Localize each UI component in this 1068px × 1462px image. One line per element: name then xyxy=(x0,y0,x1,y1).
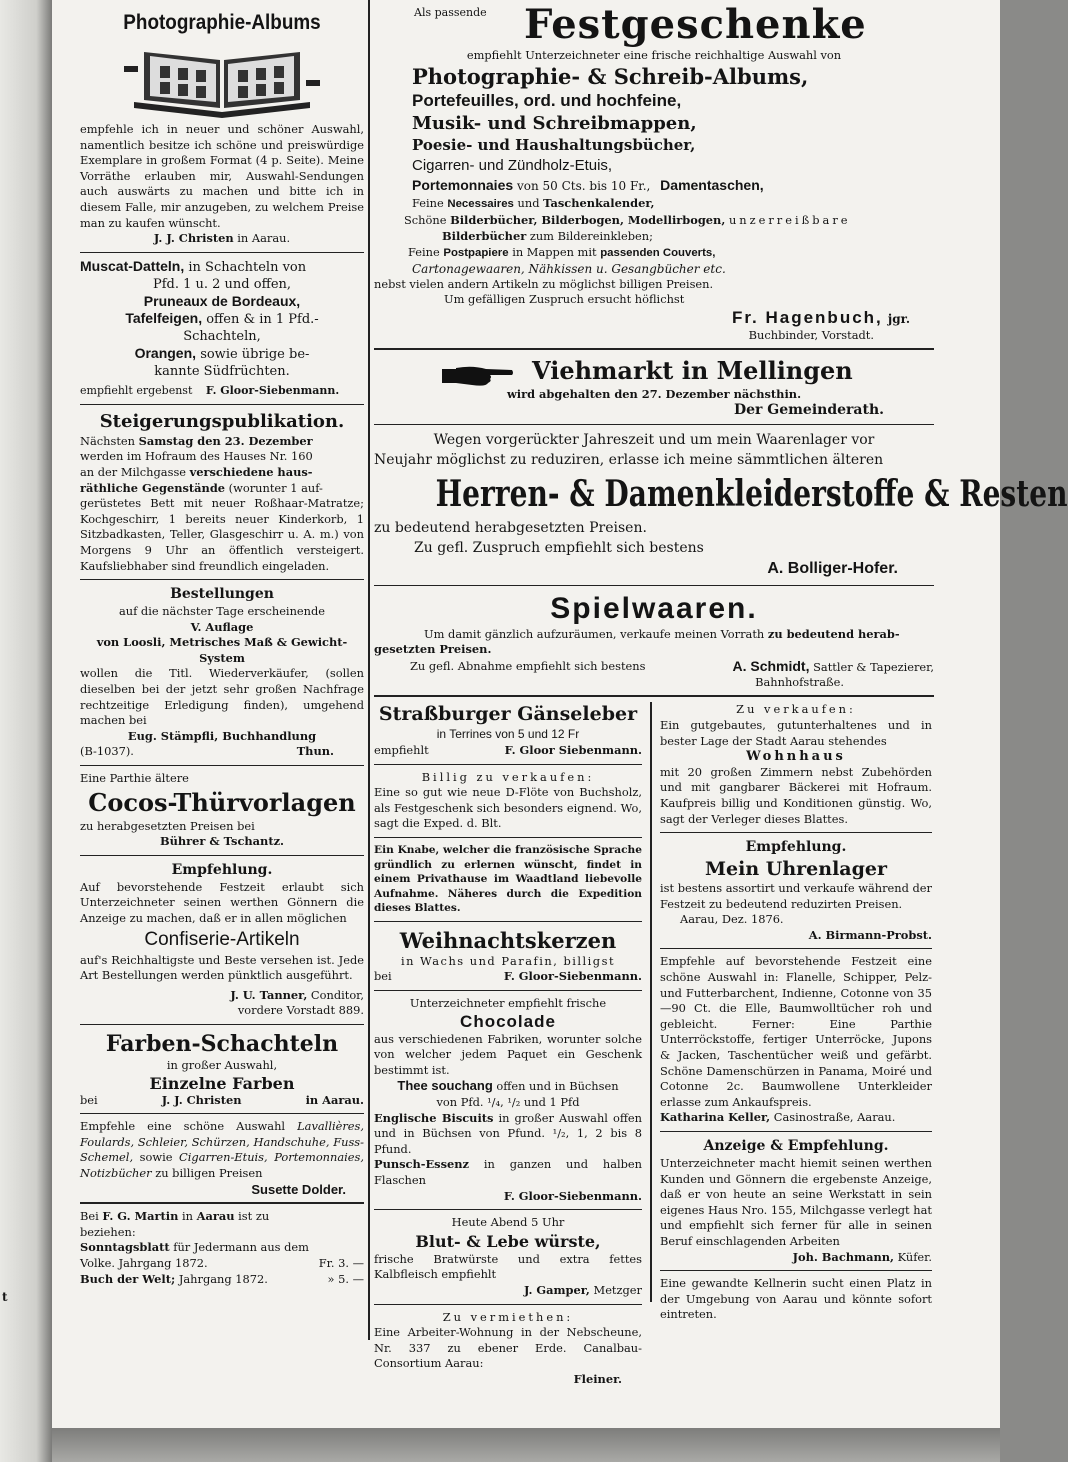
signature-name: J. U. Tanner, xyxy=(230,987,308,1002)
text: Ein gutgebautes, gutunterhaltenes und in bester Lage der Stadt Aarau stehendes xyxy=(660,717,932,748)
signature-address: vordere Vorstadt 889. xyxy=(237,1003,364,1018)
signature-name: Fleiner. xyxy=(573,1371,622,1386)
signature-name: A. Birmann-Probst. xyxy=(808,927,932,942)
date-text: Aarau, Dez. 1876. xyxy=(680,912,784,927)
emphasis: V. Auflage xyxy=(190,619,254,634)
text: in Mappen mit xyxy=(512,244,597,259)
ad-susette-dolder xyxy=(80,1119,364,1197)
text: Zu gefl. Abnahme empfiehlt sich bestens xyxy=(410,658,646,673)
text: Empfehle eine schöne Auswahl xyxy=(80,1119,286,1134)
text: in Wachs und Parafin, billigst xyxy=(400,953,616,968)
text: in großer Auswahl, xyxy=(166,1057,278,1072)
text: beziehen: xyxy=(80,1224,136,1239)
ad-title: Anzeige & Empfehlung. xyxy=(703,1138,889,1154)
divider xyxy=(374,424,934,425)
text: Unterzeichneter empfiehlt frische xyxy=(409,996,607,1011)
pointing-hand-icon xyxy=(442,363,514,389)
text: zum Bildereinkleben; xyxy=(529,228,653,243)
divider xyxy=(80,1113,364,1114)
text: Eine Arbeiter-Wohnung in der Nebscheune, Nr. 337 zu ebener Erde. Canalbau-Consortium Aarau: xyxy=(374,1325,642,1371)
ad-martin xyxy=(80,1209,364,1287)
ad-title: Steigerungspublikation. xyxy=(99,410,345,432)
ad-steigerungspublikation xyxy=(80,410,364,574)
signature-name: A. Schmidt, xyxy=(732,657,810,674)
product-name: Postpapiere xyxy=(443,246,509,259)
newspaper-page xyxy=(52,0,1068,1428)
product-list: Cigarren-Etuis, Portemonnaies, Notizbücher xyxy=(80,1150,364,1180)
divider xyxy=(374,585,934,586)
text: wollen die Titl. Wiederverkäufer, (sollen dieselben bei der jetzt sehr großen Nachfrage rechtzeitige Erledigung finden), umgehend machen bei xyxy=(80,666,364,728)
signature-place: in Aarau. xyxy=(237,231,291,246)
text: und xyxy=(517,195,540,210)
divider xyxy=(374,990,642,991)
product-line: Poesie- und Haushaltungsbücher, xyxy=(412,135,696,154)
product-name: Bilderbücher, Bilderbogen, Modellirbogen, xyxy=(450,212,726,227)
signature-place: in Aarau. xyxy=(305,1092,364,1107)
signature-role: Conditor, xyxy=(310,987,364,1002)
text: frische Bratwürste und extra fettes Kalbfleisch empfiehlt xyxy=(374,1251,642,1282)
product-detail: Pfd. 1 u. 2 und offen, xyxy=(152,276,292,292)
product-detail: in Schachteln von xyxy=(188,259,307,275)
text: mit 20 großen Zimmern nebst Zubehörden und mit gangbarer Bäckerei mit Hofraum. Kaufpreis billig und Konditionen günstig. Wo, sagt der Verleger dieses Blattes. xyxy=(660,764,932,826)
column-rule xyxy=(368,0,370,1340)
product-line: Cartonagewaaren, Nähkissen u. Gesangbücher etc. xyxy=(412,261,726,276)
divider xyxy=(660,948,932,949)
emphasis: System xyxy=(199,650,245,665)
signature-name: Bührer & Tschantz. xyxy=(159,834,285,849)
divider xyxy=(374,921,642,922)
page-fold-shadow xyxy=(0,0,52,1462)
text: Heute Abend 5 Uhr xyxy=(451,1215,565,1230)
divider xyxy=(80,855,364,856)
divider xyxy=(80,1024,364,1025)
lower-columns xyxy=(374,702,934,1386)
product-name: Punsch-Essenz xyxy=(374,1157,469,1172)
text: (worunter 1 auf- xyxy=(228,480,323,495)
divider xyxy=(80,404,364,405)
ad-festgeschenke xyxy=(374,0,934,343)
divider xyxy=(660,832,932,833)
text: von Pfd. ¹/₄, ¹/₂ und 1 Pfd xyxy=(436,1095,580,1110)
text: auf's Reichhaltigste und Beste versehen ist. Jede Art Bestellungen werden pünktlich ausgeführt. xyxy=(80,952,364,983)
text: werden im Hofraum des Hauses Nr. 160 xyxy=(80,449,313,464)
book-title: Sonntagsblatt xyxy=(80,1240,170,1255)
product-detail: sowie übrige be- xyxy=(200,346,310,362)
ad-title: Bestellungen xyxy=(170,586,274,603)
text: Wegen vorgerückter Jahreszeit und um mein Waarenlager vor xyxy=(433,431,875,448)
text: aus verschiedenen Fabriken, worunter solche von welcher jedem Paquet ein Geschenk bestimmt ist. xyxy=(374,1031,642,1077)
ad-title: Festgeschenke xyxy=(524,1,867,48)
far-right-column xyxy=(660,702,932,1323)
text: Bei xyxy=(80,1209,99,1224)
book-title: Buch der Welt; xyxy=(80,1271,176,1286)
text: sowie xyxy=(139,1150,173,1165)
text: Nächsten xyxy=(80,433,135,448)
price: Fr. 3. — xyxy=(318,1255,364,1270)
text: in xyxy=(182,1209,193,1224)
text: zu billigen Preisen xyxy=(155,1165,263,1180)
divider xyxy=(80,252,364,253)
signature-role: Küfer. xyxy=(897,1249,932,1264)
signature-name: Joh. Bachmann, xyxy=(792,1249,894,1264)
ad-subtitle: Einzelne Farben xyxy=(149,1073,295,1093)
text: Eine Parthie ältere xyxy=(80,771,189,786)
text: bei xyxy=(80,1092,98,1107)
signature-suffix: jgr. xyxy=(887,311,910,326)
text: wird abgehalten den 27. Dezember nächsthin. xyxy=(506,387,802,402)
signature-prefix: empfiehlt ergebenst xyxy=(80,383,193,397)
product-detail: kannte Südfrüchten. xyxy=(154,363,290,379)
text: Empfehle auf bevorstehende Festzeit eine schöne Auswahl in: Flanelle, Schipper, Pelz- und Futterbarchent, Indienne, Cotonne von 35—90 Ct. die Elle, Baumwolltücher roh und gebleicht. Ferner: Eine Parthie Unterröckstoffe, fertiger Unterröcke, Jupons & Jacken, Taschentücher weiß und gefärbt. Schöne Damenschürzen in Panama, Moiré und Cotonne 2c. Baumwollene Unterkleider erlasse zum Ankaufspreis. xyxy=(660,954,932,1109)
text: in ganzen und halben Flaschen xyxy=(374,1157,642,1187)
signature-place: Thun. xyxy=(296,744,334,759)
signature-role: Buchbinder, Vorstadt. xyxy=(748,327,874,342)
product-name: Bilderbücher xyxy=(442,228,527,243)
ad-farben-schachteln xyxy=(80,1030,364,1108)
text: empfiehlt xyxy=(374,742,429,757)
product-name: Thee souchang xyxy=(397,1078,493,1094)
divider xyxy=(374,837,642,838)
ad-title: Empfehlung. xyxy=(171,861,273,878)
ad-title: Viehmarkt in Mellingen xyxy=(532,356,853,386)
column-rule xyxy=(650,702,652,1302)
signature-name: J. J. Christen xyxy=(161,1092,242,1107)
text: offen und in Büchsen xyxy=(496,1079,619,1094)
divider xyxy=(660,1270,932,1271)
emphasis: räthliche Gegenstände xyxy=(80,480,226,495)
product-line: Portefeuilles, ord. und hochfeine, xyxy=(412,90,682,110)
signature-address: Casinostraße, Aarau. xyxy=(773,1110,896,1125)
text: Unterzeichneter macht hiemit seinen werthen Kunden und Gönnern die ergebenste Anzeige, daß er von heute an seine Werkstatt in sein eigenes Haus Nro. 155, Milchgasse verlegt hat und empfiehlt sich ferner für alle in seinen Beruf einschlagenden Arbeiten xyxy=(660,1156,932,1248)
text: Als passende xyxy=(414,6,487,19)
divider xyxy=(374,695,934,697)
product-name: Taschenkalender, xyxy=(543,195,655,210)
price: » 5. — xyxy=(327,1271,364,1286)
text: an der Milchgasse xyxy=(80,464,187,479)
divider xyxy=(374,764,642,765)
ad-title: Weihnachtskerzen xyxy=(399,927,617,953)
ad-body: empfehle ich in neuer und schöner Auswahl, namentlich besitze ich schöne und preiswürdige Exemplare in großem Format (4 p. Seite). Meine Vorräthe erlauben mir, Auswahl-Sendungen auch auswärts zu machen und bitte ich in diesem Falle, mir anzugeben, zu welchem Preise man zu kaufen wünscht. xyxy=(80,122,364,230)
text: auf die nächster Tage erscheinende xyxy=(118,604,326,619)
product-list: Lavallières, Foulards, Schleier, Schürzen, Handschuhe, Fuss-Schemel, xyxy=(80,1119,364,1165)
product-detail: Schachteln, xyxy=(183,328,261,344)
signature-name: J. Gamper, xyxy=(523,1282,590,1297)
text: Schöne xyxy=(404,212,447,227)
divider xyxy=(80,765,364,766)
ad-title: Empfehlung. xyxy=(745,839,847,856)
product-name: Muscat-Datteln, xyxy=(80,257,185,274)
product-name: Necessaires xyxy=(447,197,514,210)
text: ist bestens assortirt und verkaufe während der Festzeit zu bedeutend reduzirten Preisen. xyxy=(660,881,932,911)
product-line: Photographie- & Schreib-Albums, xyxy=(412,63,809,89)
divider xyxy=(80,1202,364,1204)
divider xyxy=(374,1304,642,1305)
ad-subtitle: Mein Uhrenlager xyxy=(705,858,887,881)
product-name: Wohnhaus xyxy=(746,749,846,765)
divider xyxy=(374,1209,642,1210)
emphasis: verschiedene haus- xyxy=(189,464,313,479)
divider xyxy=(374,348,934,350)
text: Eine gewandte Kellnerin sucht einen Platz in der Umgebung von Aarau und könnte sofort eintreten. xyxy=(660,1276,932,1322)
product-name: Tafelfeigen, xyxy=(125,309,203,326)
product-detail: offen & in 1 Pfd.- xyxy=(206,311,319,327)
product-name: Pruneaux de Bordeaux, xyxy=(143,292,301,309)
product-line: Cigarren- und Zündholz-Etuis, xyxy=(412,156,613,174)
text: Feine xyxy=(408,244,440,259)
signature-place: Aarau xyxy=(196,1209,235,1224)
text: Um damit gänzlich aufzuräumen, verkaufe meinen Vorrath xyxy=(424,626,765,641)
signature-role: Metzger xyxy=(593,1282,642,1297)
ad-signature xyxy=(80,231,364,247)
signature-role: Sattler & Tapezierer, xyxy=(813,659,934,674)
ad-title: Cocos-Thürvorlagen xyxy=(88,787,356,817)
ad-bolliger xyxy=(374,430,1068,580)
signature-name: Fr. Hagenbuch, xyxy=(731,307,883,327)
text: Zu gefl. Zuspruch empfiehlt sich bestens xyxy=(414,539,704,556)
signature-name: Eug. Stämpfli, Buchhandlung xyxy=(127,728,317,743)
signature-name: F. Gloor-Siebenmann. xyxy=(205,383,340,397)
product-name: Confiserie-Artikeln xyxy=(144,928,300,950)
text: Neujahr möglichst zu reduziren, erlasse ich meine sämmtlichen älteren xyxy=(374,451,884,468)
product-name: passenden Couverts, xyxy=(600,246,716,259)
signature-name: Susette Dolder. xyxy=(251,1181,346,1197)
ad-bestellungen xyxy=(80,585,364,760)
product-name: Chocolade xyxy=(460,1011,556,1031)
ad-title: Photographie-Albums xyxy=(123,11,321,34)
divider xyxy=(660,1131,932,1132)
text: Auf bevorstehende Festzeit erlaubt sich Unterzeichneter seinen werthen Gönnern die Anzeige zu machen, daß er in allen möglichen xyxy=(80,879,364,925)
text: in Terrines von 5 und 12 Fr xyxy=(436,727,580,742)
signature-name: F. Gloor-Siebenmann. xyxy=(503,969,642,984)
ad-muscat-datteln xyxy=(80,258,364,399)
page-bottom-shadow xyxy=(52,1428,1000,1462)
ad-confiserie xyxy=(80,861,364,1019)
text: Eine so gut wie neue D-Flöte von Buchsholz, als Festgeschenk sich besonders eignend. Wo, sagt die Exped. d. Blt. xyxy=(374,785,642,831)
right-area xyxy=(374,0,1068,1386)
product-name: Englische Biscuits xyxy=(374,1110,494,1125)
text: Ein Knabe, welcher die französische Sprache gründlich zu erlernen wünscht, findet in einem Privathause im Waadtland liebevolle Aufnahme. Näheres durch die Expedition dieses Blattes. xyxy=(374,843,642,915)
ad-viehmarkt xyxy=(374,355,934,418)
emphasis: von Loosli, Metrisches Maß & Gewicht- xyxy=(96,635,348,650)
margin-mark: t xyxy=(2,1290,8,1304)
text: ist zu xyxy=(238,1209,270,1224)
text: Feine xyxy=(412,195,444,210)
signature-name: Der Gemeinderath. xyxy=(733,401,884,418)
ad-title: Straßburger Gänseleber xyxy=(378,703,638,726)
text: bei xyxy=(374,969,392,984)
signature-name: Katharina Keller, xyxy=(660,1110,771,1125)
text: Um gefälligen Zuspruch ersucht höflichst xyxy=(444,292,685,307)
product-name: Orangen, xyxy=(134,344,197,361)
text: in großer Auswahl offen und in Büchsen von Pfund. ¹/₂, 1, 2 bis 8 Pfund. xyxy=(374,1110,643,1156)
text: empfiehlt Unterzeichneter eine frische reichhaltige Auswahl von xyxy=(466,48,842,62)
emphasis: gesetzten Preisen. xyxy=(374,642,492,657)
signature-address: Bahnhofstraße. xyxy=(755,674,844,689)
signature-name: F. G. Martin xyxy=(102,1209,179,1224)
album-illustration-icon xyxy=(122,40,322,118)
divider xyxy=(80,579,364,580)
signature-name: A. Bolliger-Hofer. xyxy=(767,559,898,577)
date-text: Samstag den 23. Dezember xyxy=(138,433,313,448)
product-line: Musik- und Schreibmappen, xyxy=(412,112,697,134)
ad-title: Herren- & Damenkleiderstoffe & Resten xyxy=(435,472,1068,515)
emphasis: zu bedeutend herab- xyxy=(767,626,900,641)
text: unzerreißbare xyxy=(728,212,851,227)
ad-title: Zu verkaufen: xyxy=(736,702,856,717)
price: von 50 Cts. bis 10 Fr., xyxy=(516,178,651,193)
product-name: Damentaschen, xyxy=(660,176,764,193)
text: zu bedeutend herabgesetzten Preisen. xyxy=(374,519,647,536)
ad-title: Blut- & Lebe würste, xyxy=(415,1231,601,1251)
ad-title: Spielwaaren. xyxy=(550,591,758,625)
signature-name: F. Gloor-Siebenmann. xyxy=(503,1188,642,1203)
signature-name: J. J. Christen xyxy=(153,231,234,246)
product-name: Portemonnaies xyxy=(412,176,514,193)
text: für Jedermann aus dem xyxy=(173,1240,309,1255)
reference: (B-1037). xyxy=(80,744,134,759)
ad-title: Zu vermiethen: xyxy=(442,1309,574,1324)
text: Volke. Jahrgang 1872. xyxy=(80,1255,208,1270)
signature-name: F. Gloor Siebenmann. xyxy=(504,742,642,757)
ad-spielwaaren xyxy=(374,591,934,691)
ad-title: Billig zu verkaufen: xyxy=(421,769,595,784)
middle-column xyxy=(374,702,642,1387)
text: Jahrgang 1872. xyxy=(178,1271,268,1286)
ad-title: Farben-Schachteln xyxy=(105,1030,339,1057)
ad-photographie-albums xyxy=(80,8,364,247)
text: nebst vielen andern Artikeln zu möglichst billigen Preisen. xyxy=(374,276,714,291)
left-column xyxy=(80,0,364,1287)
text: zu herabgesetzten Preisen bei xyxy=(80,818,255,833)
text: gerüstetes Bett mit neuer Roßhaar-Matratze; Kochgeschirr, 1 bereits neuer Kinderkorb, 1 Sitzbadkasten, Teller, Glasgeschirr u. A. m.) von Morgens 9 Uhr an öffentlich versteigert. Kaufsliebhaber sind freundlich eingeladen. xyxy=(80,496,364,573)
ad-cocos xyxy=(80,771,364,850)
